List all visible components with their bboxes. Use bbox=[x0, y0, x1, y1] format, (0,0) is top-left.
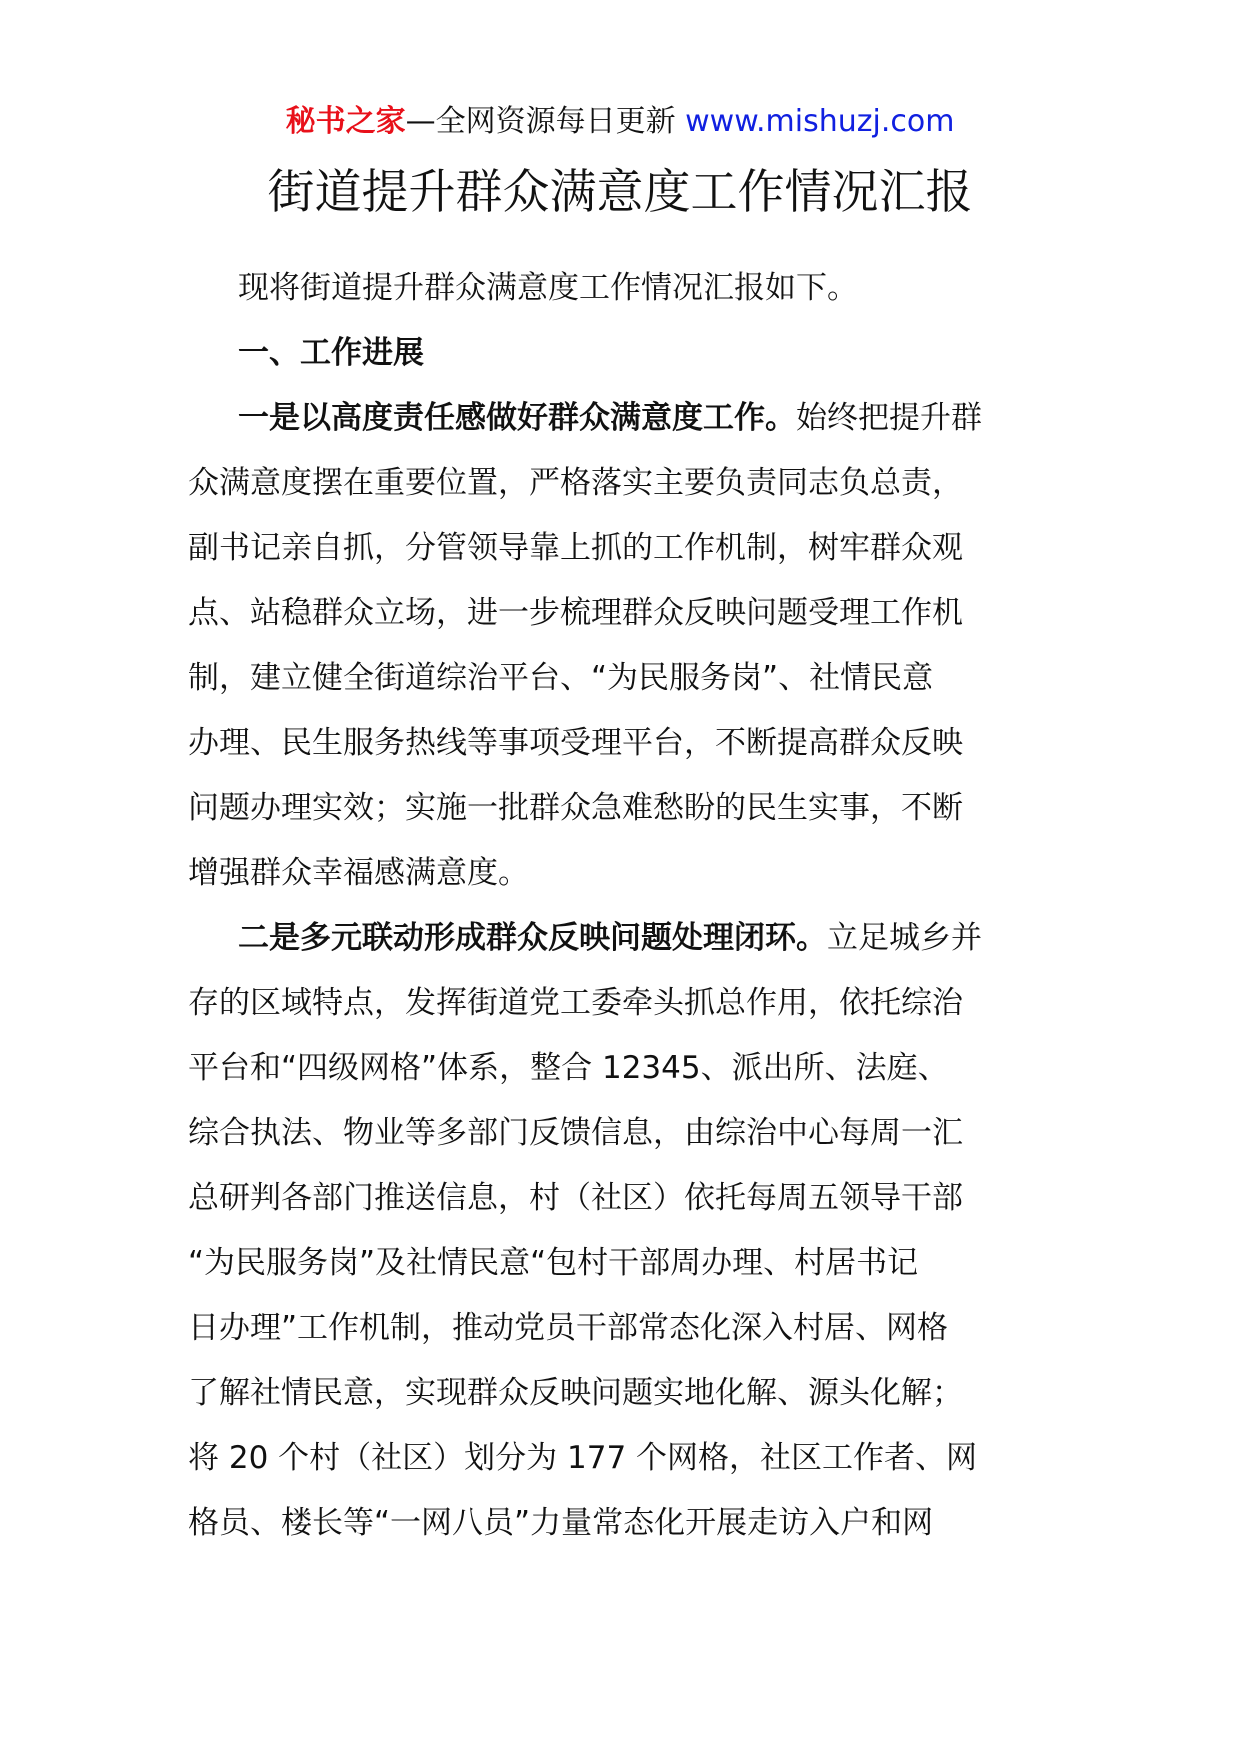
paragraph-line: 增强群众幸福感满意度。 bbox=[188, 855, 529, 891]
paragraph-1 bbox=[188, 386, 1048, 906]
paragraph-line: 综合执法、物业等多部门反馈信息，由综治中心每周一汇 bbox=[188, 1115, 963, 1151]
paragraph-line: 点、站稳群众立场，进一步梳理群众反映问题受理工作机 bbox=[188, 595, 963, 631]
site-url-link[interactable]: www.mishuzj.com bbox=[685, 104, 955, 139]
paragraph-line: 日办理”工作机制，推动党员干部常态化深入村居、网格 bbox=[188, 1310, 949, 1346]
paragraph-lead: 一是以高度责任感做好群众满意度工作。 bbox=[238, 400, 796, 436]
paragraph-line: “为民服务岗”及社情民意“包村干部周办理、村居书记 bbox=[188, 1245, 919, 1281]
document-body bbox=[188, 256, 1048, 1556]
paragraph-line bbox=[188, 906, 1048, 971]
intro-paragraph: 现将街道提升群众满意度工作情况汇报如下。 bbox=[238, 270, 858, 306]
site-brand: 秘书之家 bbox=[285, 104, 406, 139]
paragraph-text: 始终把提升群 bbox=[796, 400, 982, 436]
document-title: 街道提升群众满意度工作情况汇报 bbox=[267, 165, 973, 220]
paragraph-line: 将 20 个村（社区）划分为 177 个网格，社区工作者、网 bbox=[188, 1440, 978, 1476]
paragraph-line: 众满意度摆在重要位置，严格落实主要负责同志负总责， bbox=[188, 465, 963, 501]
paragraph-line: 了解社情民意，实现群众反映问题实地化解、源头化解； bbox=[188, 1375, 963, 1411]
paragraph-text: 立足城乡并 bbox=[827, 920, 982, 956]
paragraph-line: 存的区域特点，发挥街道党工委牵头抓总作用，依托综治 bbox=[188, 985, 963, 1021]
paragraph-line: 问题办理实效；实施一批群众急难愁盼的民生实事，不断 bbox=[188, 790, 963, 826]
paragraph-line: 制，建立健全街道综治平台、“为民服务岗”、社情民意 bbox=[188, 660, 934, 696]
paragraph-line bbox=[188, 386, 1048, 451]
site-banner bbox=[0, 100, 1240, 144]
paragraph-2 bbox=[188, 906, 1048, 1556]
paragraph-lead: 二是多元联动形成群众反映问题处理闭环。 bbox=[238, 920, 827, 956]
paragraph-line: 办理、民生服务热线等事项受理平台，不断提高群众反映 bbox=[188, 725, 963, 761]
section-heading: 一、工作进展 bbox=[238, 335, 424, 371]
site-tagline: —全网资源每日更新 bbox=[405, 104, 686, 139]
paragraph-line: 副书记亲自抓，分管领导靠上抓的工作机制，树牢群众观 bbox=[188, 530, 963, 566]
paragraph-line: 总研判各部门推送信息，村（社区）依托每周五领导干部 bbox=[188, 1180, 963, 1216]
paragraph-line: 格员、楼长等“一网八员”力量常态化开展走访入户和网 bbox=[188, 1505, 934, 1541]
paragraph-line: 平台和“四级网格”体系，整合 12345、派出所、法庭、 bbox=[188, 1050, 949, 1086]
